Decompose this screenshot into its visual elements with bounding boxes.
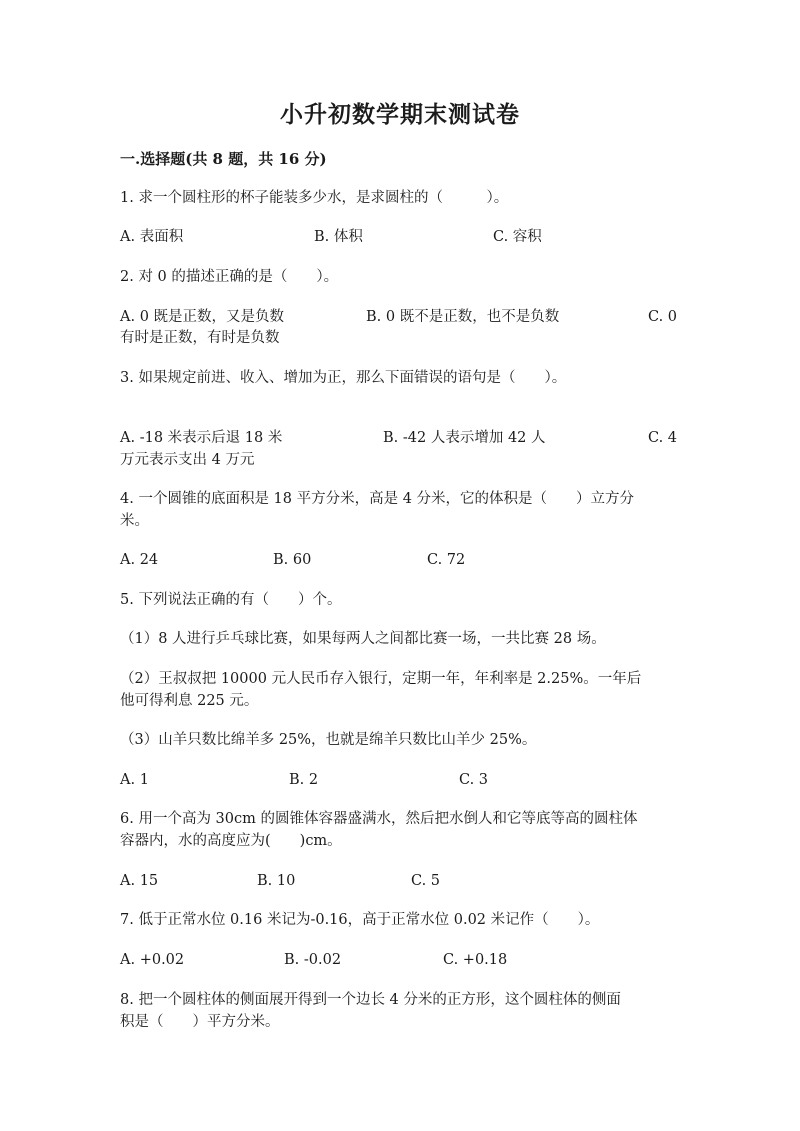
question-2-option-c-continued: 有时是正数，有时是负数 [120, 330, 280, 346]
question-8-stem-line-1: 8. 把一个圆柱体的侧面展开得到一个边长 4 分米的正方形，这个圆柱体的侧面 [120, 992, 621, 1008]
question-4-stem-line-2: 米。 [120, 513, 149, 529]
question-2-option-c: C. 0 [648, 309, 678, 325]
question-2-stem: 2. 对 0 的描述正确的是（ ）。 [120, 269, 339, 285]
question-4-option-b: B. 60 [273, 552, 312, 568]
section-heading: 一.选择题(共 8 题，共 16 分) [120, 150, 327, 168]
question-5-option-b: B. 2 [289, 772, 319, 788]
question-5-statement-1: （1）8 人进行乒乓球比赛，如果每两人之间都比赛一场，一共比赛 28 场。 [120, 631, 606, 647]
question-5-statement-2-line-1: （2）王叔叔把 10000 元人民币存入银行，定期一年，年利率是 2.25%。一年后 [120, 671, 642, 687]
question-7-option-a: A. +0.02 [120, 952, 185, 968]
question-6-stem-line-1: 6. 用一个高为 30cm 的圆锥体容器盛满水，然后把水倒人和它等底等高的圆柱体 [120, 811, 638, 827]
question-5-statement-2-line-2: 他可得利息 225 元。 [120, 693, 259, 709]
question-6-stem-line-2: 容器内，水的高度应为( )cm。 [120, 833, 342, 849]
question-3-option-a: A. -18 米表示后退 18 米 [120, 430, 283, 446]
question-2-option-b: B. 0 既不是正数，也不是负数 [366, 309, 560, 325]
question-1-option-c: C. 容积 [493, 229, 542, 245]
question-4-stem-line-1: 4. 一个圆锥的底面积是 18 平方分米，高是 4 分米，它的体积是（ ）立方分 [120, 491, 635, 507]
question-2-option-a: A. 0 既是正数，又是负数 [120, 309, 285, 325]
question-4-option-a: A. 24 [120, 552, 159, 568]
question-7-stem: 7. 低于正常水位 0.16 米记为-0.16，高于正常水位 0.02 米记作（ ）。 [120, 912, 600, 928]
question-5-option-c: C. 3 [459, 772, 489, 788]
question-1-option-a: A. 表面积 [120, 229, 184, 245]
question-6-option-c: C. 5 [411, 873, 441, 889]
page-title: 小升初数学期末测试卷 [280, 101, 520, 128]
question-5-stem: 5. 下列说法正确的有（ ）个。 [120, 592, 342, 608]
question-5-option-a: A. 1 [120, 772, 149, 788]
question-3-option-c-continued: 万元表示支出 4 万元 [120, 452, 255, 468]
question-5-statement-3: （3）山羊只数比绵羊多 25%，也就是绵羊只数比山羊少 25%。 [120, 732, 537, 748]
question-7-option-c: C. +0.18 [443, 952, 508, 968]
question-4-option-c: C. 72 [427, 552, 466, 568]
question-6-option-a: A. 15 [120, 873, 159, 889]
question-3-stem: 3. 如果规定前进、收入、增加为正，那么下面错误的语句是（ ）。 [120, 370, 567, 386]
question-7-option-b: B. -0.02 [284, 952, 342, 968]
question-1-option-b: B. 体积 [314, 229, 363, 245]
question-1-stem: 1. 求一个圆柱形的杯子能装多少水，是求圆柱的（ ）。 [120, 190, 509, 206]
question-8-stem-line-2: 积是（ ）平方分米。 [120, 1014, 280, 1030]
question-3-option-c: C. 4 [648, 430, 678, 446]
question-6-option-b: B. 10 [257, 873, 296, 889]
question-3-option-b: B. -42 人表示增加 42 人 [383, 430, 546, 446]
